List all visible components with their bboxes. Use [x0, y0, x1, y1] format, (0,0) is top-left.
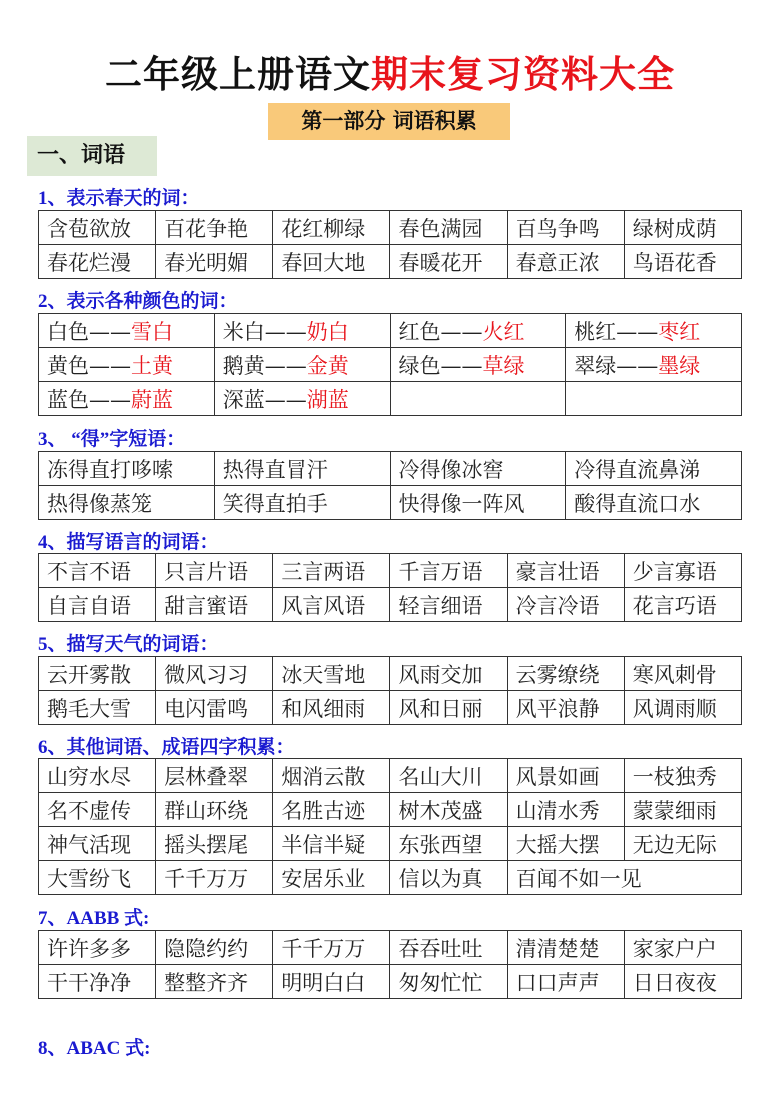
word-cell: 风景如画	[507, 759, 624, 793]
word-cell: 匆匆忙忙	[390, 965, 507, 999]
section-heading: 1、表示春天的词：	[38, 188, 200, 209]
title-red: 期末复习资料大全	[371, 53, 675, 96]
table-row	[39, 211, 742, 245]
word-cell	[214, 382, 390, 416]
color-base: 绿色	[398, 353, 441, 378]
word-cell: 蒙蒙细雨	[624, 793, 741, 827]
word-cell: 东张西望	[390, 827, 507, 861]
part-label: 第一部分 词语积累	[268, 103, 510, 140]
word-cell: 摇头摆尾	[156, 827, 273, 861]
word-cell: 山清水秀	[507, 793, 624, 827]
word-cell	[39, 382, 215, 416]
word-cell: 名胜古迹	[273, 793, 390, 827]
table-row	[39, 382, 742, 416]
word-cell	[566, 314, 742, 348]
dash: ——	[616, 319, 659, 344]
word-cell: 春回大地	[273, 245, 390, 279]
table-row	[39, 691, 742, 725]
word-cell: 只言片语	[156, 554, 273, 588]
dash: ——	[264, 387, 307, 412]
dash: ——	[616, 353, 659, 378]
table-row	[39, 827, 742, 861]
word-cell: 清清楚楚	[507, 931, 624, 965]
word-cell: 绿树成荫	[624, 211, 741, 245]
word-cell: 无边无际	[624, 827, 741, 861]
word-table	[38, 930, 742, 999]
color-target: 雪白	[131, 319, 173, 344]
word-cell: 神气活现	[39, 827, 156, 861]
word-cell: 不言不语	[39, 554, 156, 588]
word-cell: 春花烂漫	[39, 245, 156, 279]
table-row	[39, 588, 742, 622]
word-cell: 笑得直拍手	[214, 486, 390, 520]
word-cell: 千言万语	[390, 554, 507, 588]
word-cell: 冻得直打哆嗦	[39, 452, 215, 486]
word-cell: 风平浪静	[507, 691, 624, 725]
word-cell: 甜言蜜语	[156, 588, 273, 622]
word-cell	[214, 348, 390, 382]
word-cell	[39, 348, 215, 382]
title-black: 二年级上册语文	[105, 53, 371, 96]
section-heading: 8、ABAC 式:	[38, 1038, 151, 1059]
word-cell: 名不虚传	[39, 793, 156, 827]
word-cell: 和风细雨	[273, 691, 390, 725]
word-cell: 日日夜夜	[624, 965, 741, 999]
color-base: 黄色	[47, 353, 89, 378]
dash: ——	[264, 353, 307, 378]
word-cell: 快得像一阵风	[390, 486, 566, 520]
section-heading: 3、 “得”字短语：	[38, 429, 186, 450]
word-cell	[566, 348, 742, 382]
table-row	[39, 245, 742, 279]
word-cell: 鹅毛大雪	[39, 691, 156, 725]
word-cell: 群山环绕	[156, 793, 273, 827]
word-cell: 一枝独秀	[624, 759, 741, 793]
color-target: 枣红	[658, 319, 701, 344]
word-cell: 寒风刺骨	[624, 657, 741, 691]
word-cell: 隐隐约约	[156, 931, 273, 965]
word-cell: 千千万万	[156, 861, 273, 895]
dash: ——	[440, 319, 483, 344]
word-cell: 名山大川	[390, 759, 507, 793]
word-cell: 云雾缭绕	[507, 657, 624, 691]
word-cell: 电闪雷鸣	[156, 691, 273, 725]
color-target: 湖蓝	[306, 387, 349, 412]
color-target: 火红	[482, 319, 525, 344]
word-cell: 安居乐业	[273, 861, 390, 895]
color-base: 蓝色	[47, 387, 89, 412]
word-table	[38, 656, 742, 725]
page-title	[0, 44, 780, 98]
word-cell: 热得像蒸笼	[39, 486, 215, 520]
word-cell: 口口声声	[507, 965, 624, 999]
word-cell: 整整齐齐	[156, 965, 273, 999]
word-cell: 半信半疑	[273, 827, 390, 861]
word-cell: 花红柳绿	[273, 211, 390, 245]
word-cell	[390, 382, 566, 416]
word-table	[38, 313, 742, 416]
word-cell	[39, 314, 215, 348]
table-row	[39, 965, 742, 999]
color-target: 蔚蓝	[131, 387, 173, 412]
color-base: 桃红	[574, 319, 617, 344]
word-cell: 含苞欲放	[39, 211, 156, 245]
table-row	[39, 348, 742, 382]
color-target: 金黄	[306, 353, 349, 378]
table-row	[39, 314, 742, 348]
word-cell: 冷得像冰窖	[390, 452, 566, 486]
word-cell: 风雨交加	[390, 657, 507, 691]
word-cell: 云开雾散	[39, 657, 156, 691]
word-cell: 家家户户	[624, 931, 741, 965]
word-cell: 轻言细语	[390, 588, 507, 622]
section-heading: 5、描写天气的词语：	[38, 634, 219, 655]
word-cell	[566, 382, 742, 416]
word-cell: 冷得直流鼻涕	[566, 452, 742, 486]
section-heading: 2、表示各种颜色的词：	[38, 291, 238, 312]
word-cell: 层林叠翠	[156, 759, 273, 793]
word-cell: 三言两语	[273, 554, 390, 588]
table-row	[39, 452, 742, 486]
word-cell	[214, 314, 390, 348]
color-target: 墨绿	[658, 353, 701, 378]
table-row	[39, 759, 742, 793]
word-cell: 微风习习	[156, 657, 273, 691]
section-heading: 4、描写语言的词语：	[38, 532, 219, 553]
word-cell: 百鸟争鸣	[507, 211, 624, 245]
color-base: 鹅黄	[222, 353, 265, 378]
word-cell	[390, 348, 566, 382]
color-base: 深蓝	[222, 387, 265, 412]
word-cell: 热得直冒汗	[214, 452, 390, 486]
word-cell: 春暖花开	[390, 245, 507, 279]
word-cell: 少言寡语	[624, 554, 741, 588]
section-label: 一、词语	[27, 136, 157, 176]
table-row	[39, 931, 742, 965]
color-base: 白色	[47, 319, 89, 344]
dash: ——	[89, 319, 131, 344]
word-cell: 山穷水尽	[39, 759, 156, 793]
word-cell: 大摇大摆	[507, 827, 624, 861]
word-cell: 信以为真	[390, 861, 507, 895]
word-cell: 自言自语	[39, 588, 156, 622]
word-cell: 烟消云散	[273, 759, 390, 793]
word-cell: 春光明媚	[156, 245, 273, 279]
word-cell: 酸得直流口水	[566, 486, 742, 520]
word-cell: 春色满园	[390, 211, 507, 245]
table-row	[39, 861, 742, 895]
color-base: 红色	[398, 319, 441, 344]
word-cell: 千千万万	[273, 931, 390, 965]
color-target: 草绿	[482, 353, 525, 378]
word-cell: 大雪纷飞	[39, 861, 156, 895]
table-row	[39, 793, 742, 827]
word-cell: 树木茂盛	[390, 793, 507, 827]
word-cell: 许许多多	[39, 931, 156, 965]
word-cell: 豪言壮语	[507, 554, 624, 588]
color-base: 米白	[222, 319, 265, 344]
word-table	[38, 451, 742, 520]
table-row	[39, 657, 742, 691]
word-table	[38, 210, 742, 279]
section-heading: 6、其他词语、成语四字积累：	[38, 737, 295, 758]
word-cell: 春意正浓	[507, 245, 624, 279]
dash: ——	[440, 353, 483, 378]
word-cell: 风和日丽	[390, 691, 507, 725]
word-table	[38, 553, 742, 622]
word-cell: 干干净净	[39, 965, 156, 999]
word-cell	[390, 314, 566, 348]
word-cell: 鸟语花香	[624, 245, 741, 279]
word-cell: 花言巧语	[624, 588, 741, 622]
word-cell: 冰天雪地	[273, 657, 390, 691]
table-row	[39, 486, 742, 520]
dash: ——	[264, 319, 307, 344]
word-cell: 百花争艳	[156, 211, 273, 245]
word-table	[38, 758, 742, 895]
table-row	[39, 554, 742, 588]
color-target: 奶白	[306, 319, 349, 344]
word-cell: 冷言冷语	[507, 588, 624, 622]
word-cell: 明明白白	[273, 965, 390, 999]
word-cell: 百闻不如一见	[507, 861, 741, 895]
word-cell: 风言风语	[273, 588, 390, 622]
section-heading: 7、AABB 式:	[38, 908, 150, 929]
color-base: 翠绿	[574, 353, 617, 378]
dash: ——	[89, 387, 131, 412]
word-cell: 风调雨顺	[624, 691, 741, 725]
color-target: 土黄	[131, 353, 173, 378]
dash: ——	[89, 353, 131, 378]
word-cell: 吞吞吐吐	[390, 931, 507, 965]
